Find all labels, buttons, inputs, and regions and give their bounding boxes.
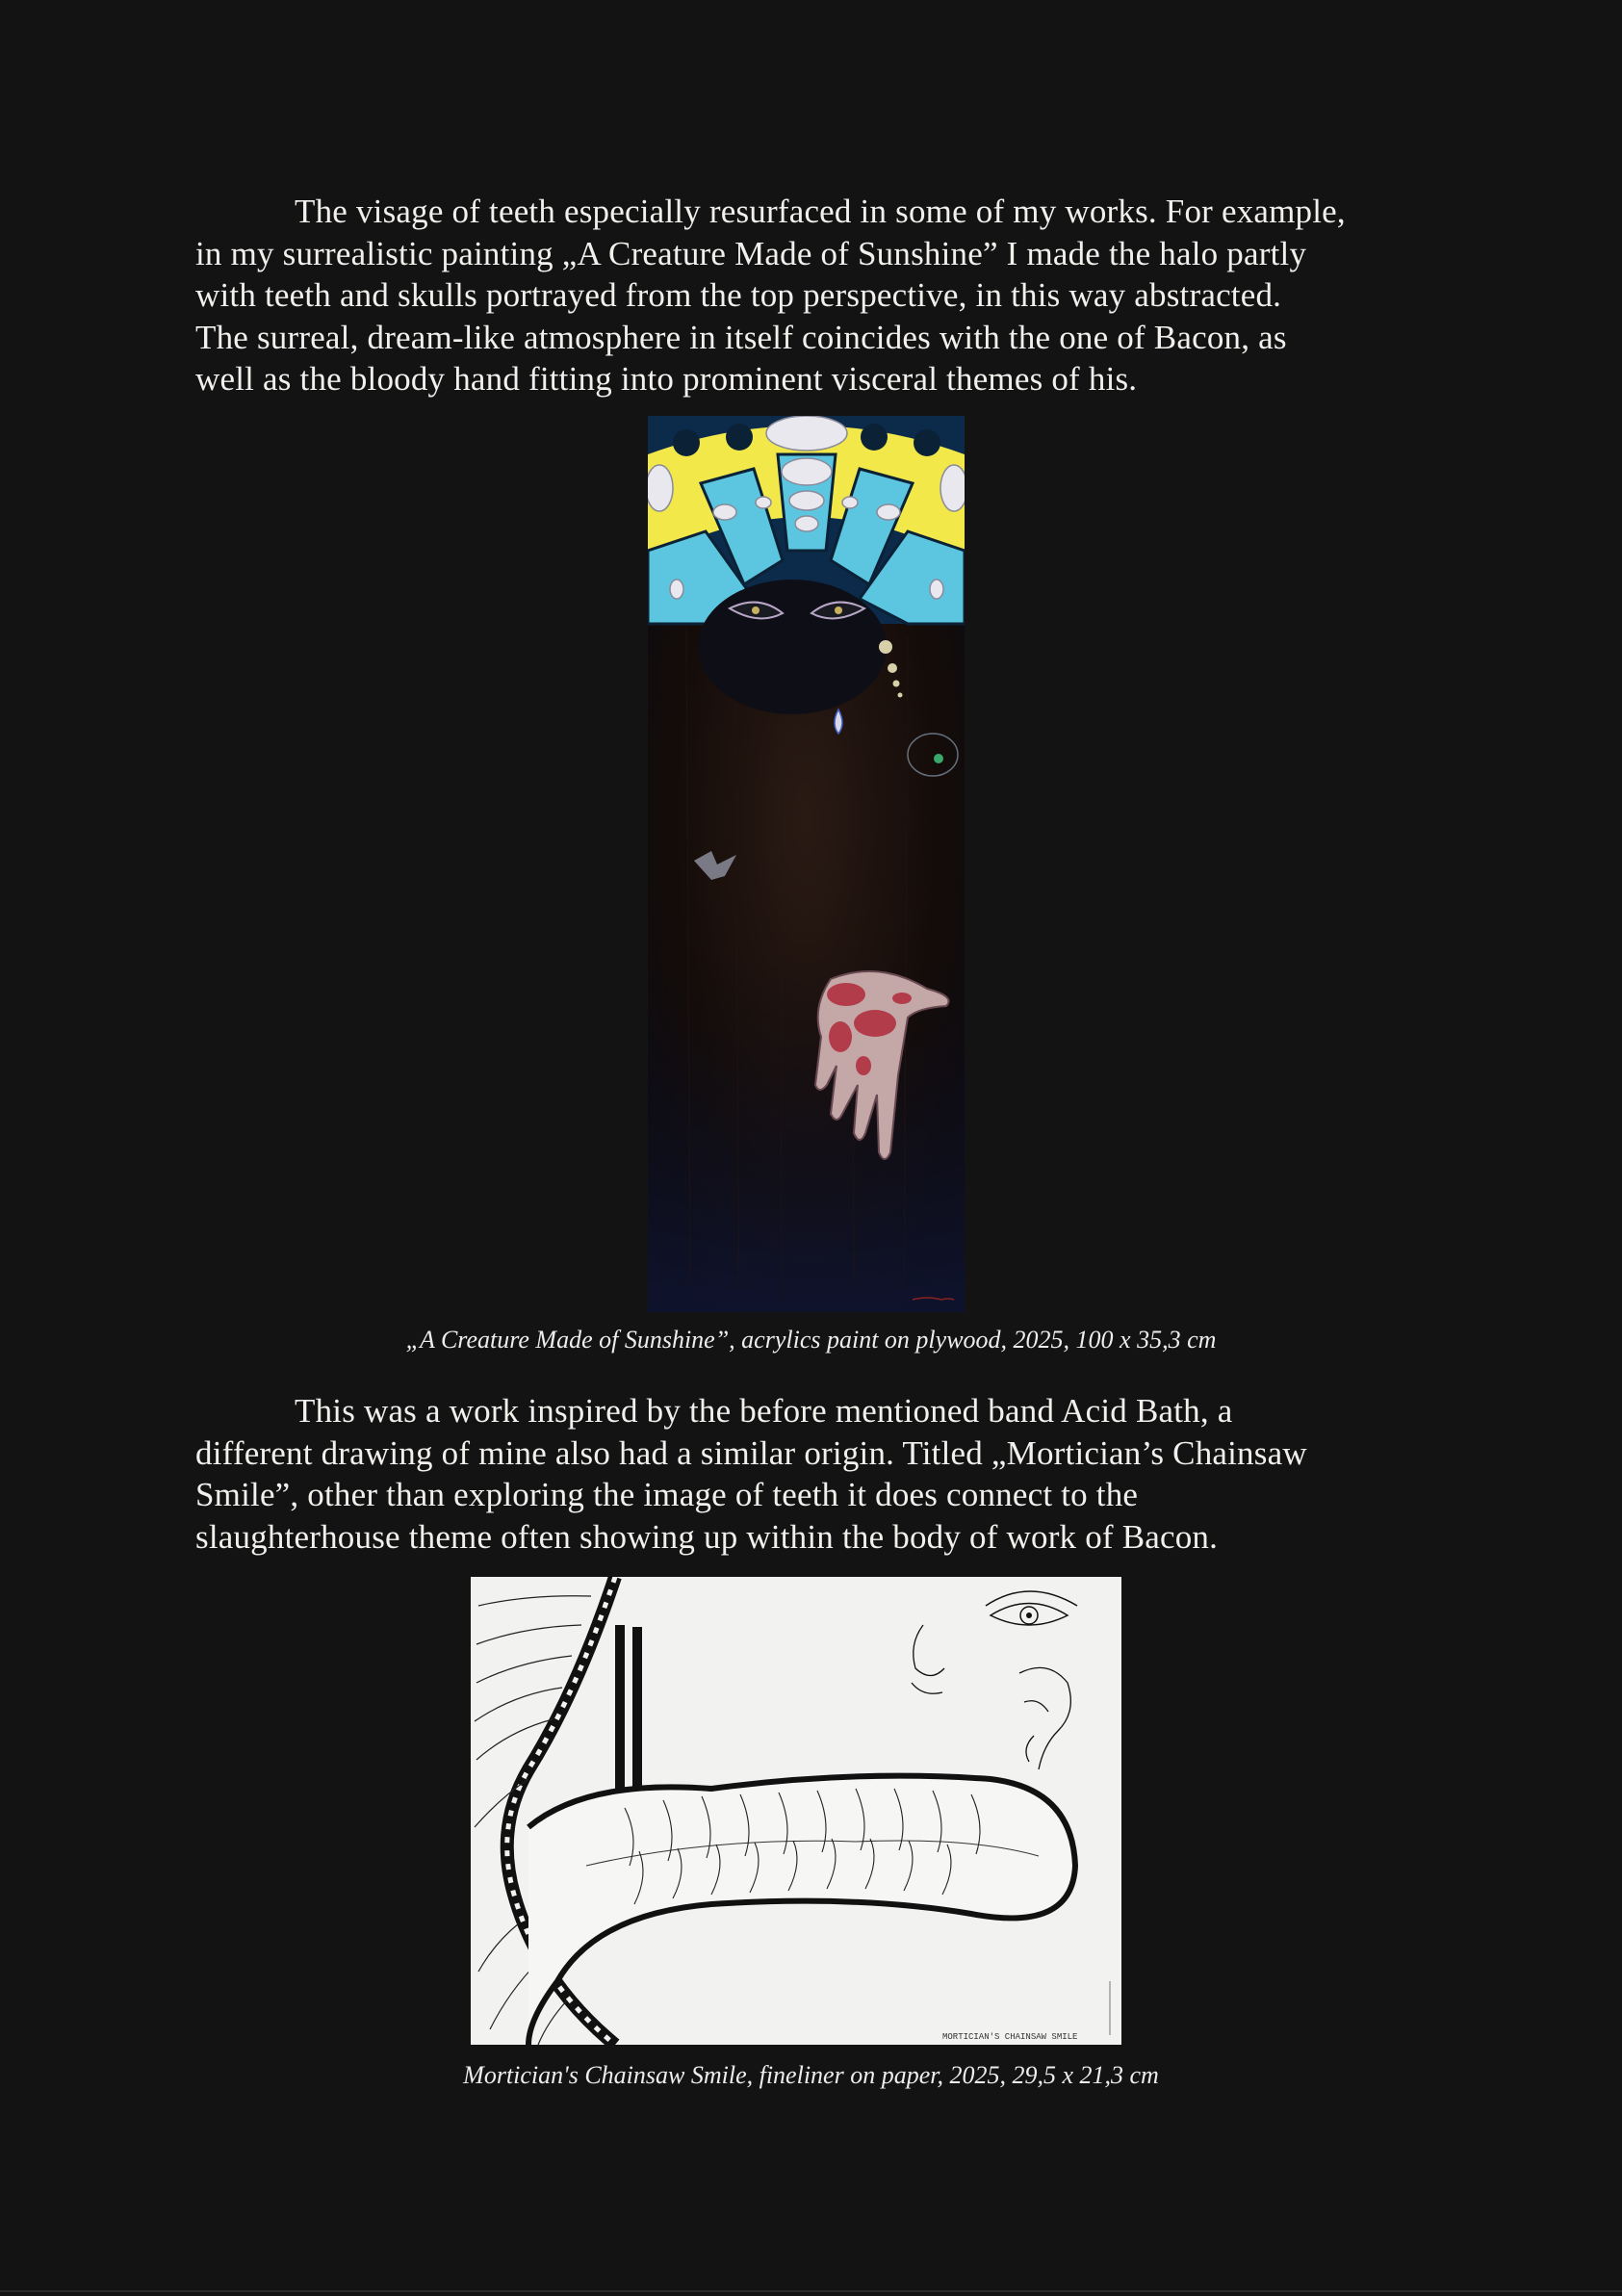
paragraph-line: The surreal, dream-like atmosphere in itself coincides with the one of Bacon, as: [195, 318, 1287, 356]
figure-caption-1: „A Creature Made of Sunshine”, acrylics paint on plywood, 2025, 100 x 35,3 cm: [405, 1326, 1217, 1354]
drawing-morticians-chainsaw-smile: [471, 1577, 1121, 2045]
paragraph-line: Smile”, other than exploring the image of teeth it does connect to the: [195, 1476, 1139, 1513]
paragraph-line: well as the bloody hand fitting into prominent visceral themes of his.: [195, 360, 1138, 398]
paragraph-line: with teeth and skulls portrayed from the top perspective, in this way abstracted.: [195, 276, 1282, 314]
paragraph-line: slaughterhouse theme often showing up within the body of work of Bacon.: [195, 1517, 1219, 1556]
body-paragraph-1: [195, 191, 1447, 400]
figure-caption-2: Mortician's Chainsaw Smile, fineliner on paper, 2025, 29,5 x 21,3 cm: [463, 2061, 1159, 2089]
drawing-illustration: [471, 1577, 1121, 2045]
drawing-inscription: MORTICIAN'S CHAINSAW SMILE: [942, 2032, 1078, 2042]
paragraph-line: in my surrealistic painting „A Creature Made of Sunshine” I made the halo partly: [195, 234, 1307, 272]
paragraph-line: The visage of teeth especially resurfaced in some of my works. For example,: [295, 193, 1346, 230]
body-paragraph-2: [195, 1390, 1447, 1558]
painting-creature-made-of-sunshine: [648, 416, 965, 1312]
paragraph-line: different drawing of mine also had a similar origin. Titled „Mortician’s Chainsaw: [195, 1433, 1307, 1472]
paragraph-line: This was a work inspired by the before mentioned band Acid Bath, a: [295, 1392, 1233, 1430]
painting-illustration: [648, 416, 965, 1312]
page-bottom-edge: [0, 2290, 1622, 2292]
